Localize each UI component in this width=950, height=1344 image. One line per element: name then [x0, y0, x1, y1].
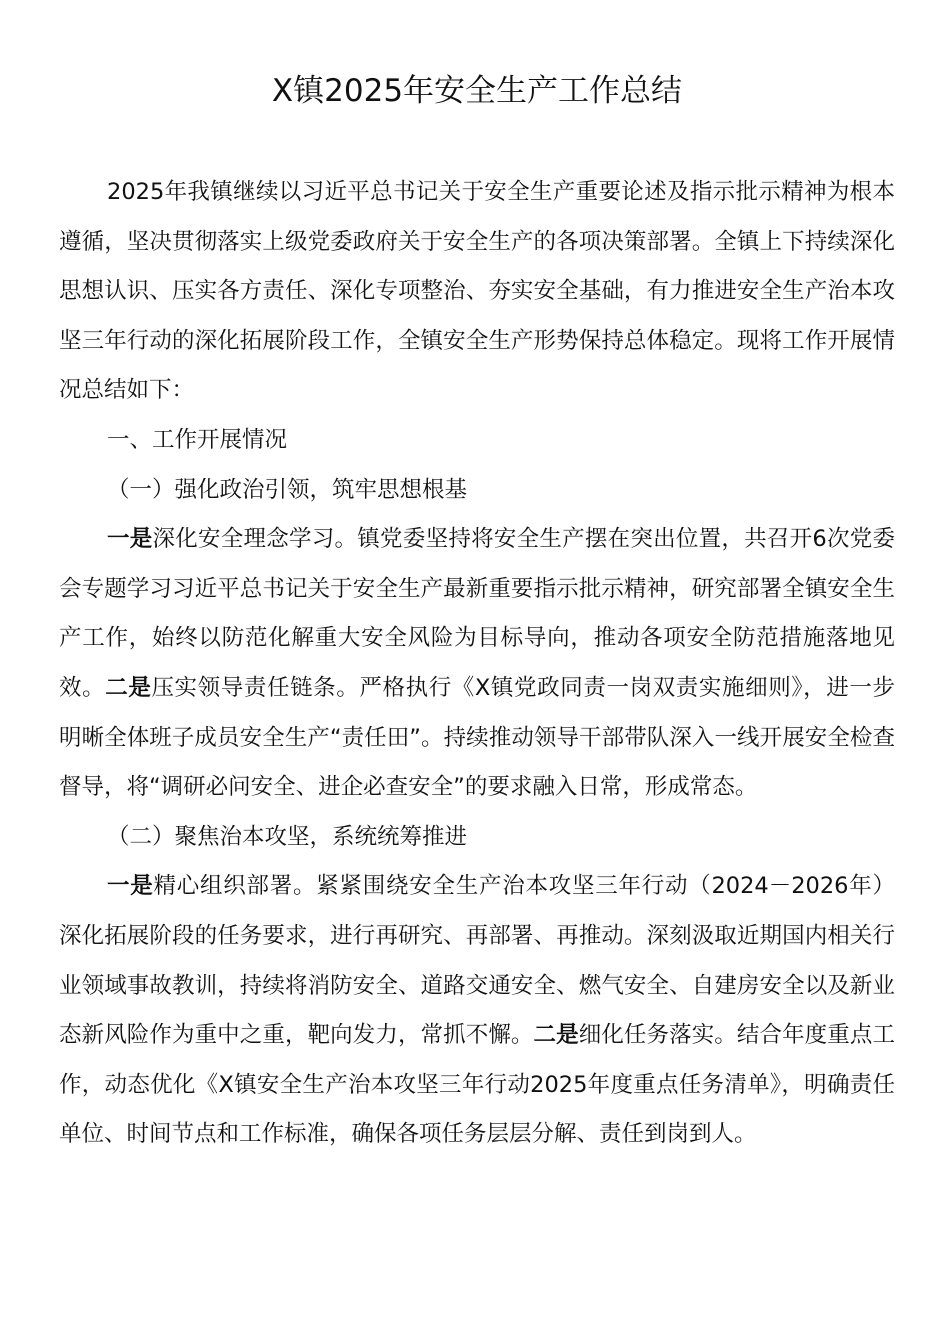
lead-marker: 一是	[107, 873, 154, 900]
paragraph-text: 压实领导责任链条。严格执行《X镇党政同责一岗双责实施细则》，进一步明晰全体班子成员安全生产“责任田”。持续推动领导干部带队深入一线开展安全检查督导，将“调研必问安全、进企必查安全”的要求融入日常，形成常态。	[59, 674, 895, 801]
paragraph-text: 细化任务落实。结合年度重点工作，动态优化《X镇安全生产治本攻坚三年行动2025年度重点任务清单》，明确责任单位、时间节点和工作标准，确保各项任务层层分解、责任到岗到人。	[59, 1022, 895, 1148]
paragraph-text: 精心组织部署。紧紧围绕安全生产治本攻坚三年行动（2024－2026年）深化拓展阶段的任务要求，进行再研究、再部署、再推动。深刻汲取近期国内相关行业领域事故教训，持续将消防安全、道路交通安全、燃气安全、自建房安全以及新业态新风险作为重中之重，靶向发力，常抓不懈。	[59, 873, 895, 1049]
lead-marker: 二是	[533, 1022, 579, 1049]
intro-paragraph: 2025年我镇继续以习近平总书记关于安全生产重要论述及指示批示精神为根本遵循，坚决贯彻落实上级党委政府关于安全生产的各项决策部署。全镇上下持续深化思想认识、压实各方责任、深化专项整治、夯实安全基础，有力推进安全生产治本攻坚三年行动的深化拓展阶段工作，全镇安全生产形势保持总体稳定。现将工作开展情况总结如下：	[59, 179, 895, 404]
lead-marker: 二是	[105, 674, 152, 701]
subsection-2-paragraph	[59, 862, 895, 1160]
subsection-heading-2: （二）聚焦治本攻坚，系统统筹推进	[107, 823, 468, 850]
lead-marker: 一是	[107, 526, 153, 553]
paragraph-text: 深化安全理念学习。镇党委坚持将安全生产摆在突出位置，共召开6次党委会专题学习习近平总书记关于安全生产最新重要指示批示精神，研究部署全镇安全生产工作，始终以防范化解重大安全风险为目标导向，推动各项安全防范措施落地见效。	[59, 526, 895, 701]
section-heading-1: 一、工作开展情况	[107, 426, 288, 453]
document-page	[59, 66, 895, 1160]
subsection-heading-1: （一）强化政治引领，筑牢思想根基	[107, 476, 468, 503]
document-title: X镇2025年安全生产工作总结	[271, 73, 683, 109]
subsection-1-paragraph	[59, 515, 895, 813]
